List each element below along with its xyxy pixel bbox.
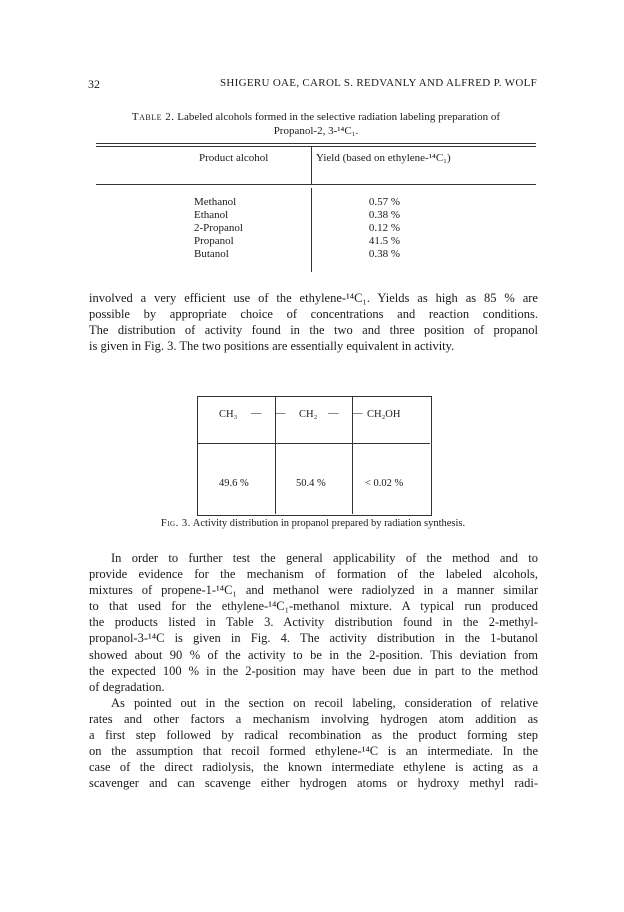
table-cell-name: Propanol (194, 235, 234, 247)
table-cell-yield: 41.5 % (368, 235, 400, 247)
table-caption (96, 110, 536, 138)
table-cell-yield: 0.38 % (368, 209, 400, 221)
table-caption-line1: Labeled alcohols formed in the selective radiation labeling preparation of (177, 111, 501, 123)
bond: — (275, 408, 286, 419)
table-col2-header: Yield (based on ethylene-¹⁴C₁) (316, 152, 451, 164)
table-col-yields (310, 196, 400, 261)
table-top-rule-2 (96, 146, 536, 147)
text-line: The distribution of activity found in the two and three position of propanol (89, 323, 538, 338)
text-line: the expected 100 % in the 2-position may have been due in part to the method (89, 663, 538, 678)
table-top-rule (96, 143, 536, 144)
text-line: of degradation. (89, 679, 165, 694)
table-cell-name: Butanol (194, 248, 229, 260)
table-label: Table 2. (131, 111, 175, 123)
text-line: on the assumption that recoil formed ethylene-¹⁴C is an intermediate. In the (89, 744, 538, 759)
text-line: case of the direct radiolysis, the known intermediate ethylene is acting as a (89, 760, 538, 775)
paragraph-2 (89, 550, 538, 695)
text-line: scavenger and can scavenge either hydrogen atoms or hydroxy methyl radi- (89, 776, 538, 791)
activity-value: 49.6 % (219, 478, 249, 489)
text-line: involved a very efficient use of the ethylene-¹⁴C₁. Yields as high as 85 % are (89, 291, 538, 305)
group-ch2oh: CH₂OH (367, 409, 401, 420)
table-col-names (194, 196, 243, 261)
paragraph-1 (89, 290, 538, 354)
text-line: possible by appropriate choice of concentrations and reaction conditions. (89, 307, 538, 322)
text-line: rates and other factors a mechanism involving hydrogen atom addition as (89, 712, 538, 727)
paragraph-3 (89, 695, 538, 792)
running-header (88, 77, 538, 93)
figure-caption-text: Activity distribution in propanol prepared by radiation synthesis. (192, 518, 466, 529)
bond: — (352, 408, 363, 419)
running-head-authors: SHIGERU OAE, CAROL S. REDVANLY AND ALFRED P. WOLF (220, 77, 538, 89)
table-cell-yield: 0.57 % (368, 196, 400, 208)
table-cell-yield: 0.38 % (368, 248, 400, 260)
table-header-divider (311, 146, 312, 184)
figure-3 (197, 396, 430, 516)
table-cell-name: Ethanol (194, 209, 229, 221)
text-line: to that used for the ethylene-¹⁴C₁-methanol mixture. A typical run produced (89, 599, 538, 614)
activity-value: < 0.02 % (365, 478, 404, 489)
bond: — (328, 408, 339, 419)
activity-value: 50.4 % (296, 478, 326, 489)
table-cell-yield: 0.12 % (368, 222, 400, 234)
text-line: showed about 90 % of the activity to be in the 2-position. This deviation from (89, 647, 538, 662)
figure-row-divider (197, 443, 430, 444)
table-caption-line2: Propanol-2, 3-¹⁴C₁. (273, 125, 359, 137)
text-line: propanol-3-¹⁴C is given in Fig. 4. The activity distribution in the 1-butanol (89, 631, 538, 646)
text-line: In order to further test the general applicability of the method and to (111, 551, 538, 565)
text-line: a first step followed by radical recombination as the product forming step (89, 728, 538, 743)
figure-label: Fig. 3. (160, 518, 191, 529)
table-col1-header: Product alcohol (199, 152, 269, 164)
table-header-rule (96, 184, 536, 185)
group-ch3: CH₃ (219, 409, 238, 420)
text-line: provide evidence for the mechanism of formation of the labeled alcohols, (89, 567, 538, 582)
table-cell-name: Methanol (194, 196, 237, 208)
bond: — (251, 408, 262, 419)
page-number: 32 (88, 77, 100, 91)
figure-caption (88, 518, 538, 529)
group-ch2: CH₂ (299, 409, 318, 420)
text-line: mixtures of propene-1-¹⁴C₁ and methanol were radiolyzed in a manner similar (89, 583, 538, 598)
text-line: As pointed out in the section on recoil labeling, consideration of relative (111, 696, 538, 710)
text-line: is given in Fig. 3. The two positions are essentially equivalent in activity. (89, 339, 455, 354)
table-cell-name: 2-Propanol (194, 222, 243, 234)
text-line: the products listed in Table 3. Activity distribution found in the 2-methyl- (89, 615, 538, 630)
